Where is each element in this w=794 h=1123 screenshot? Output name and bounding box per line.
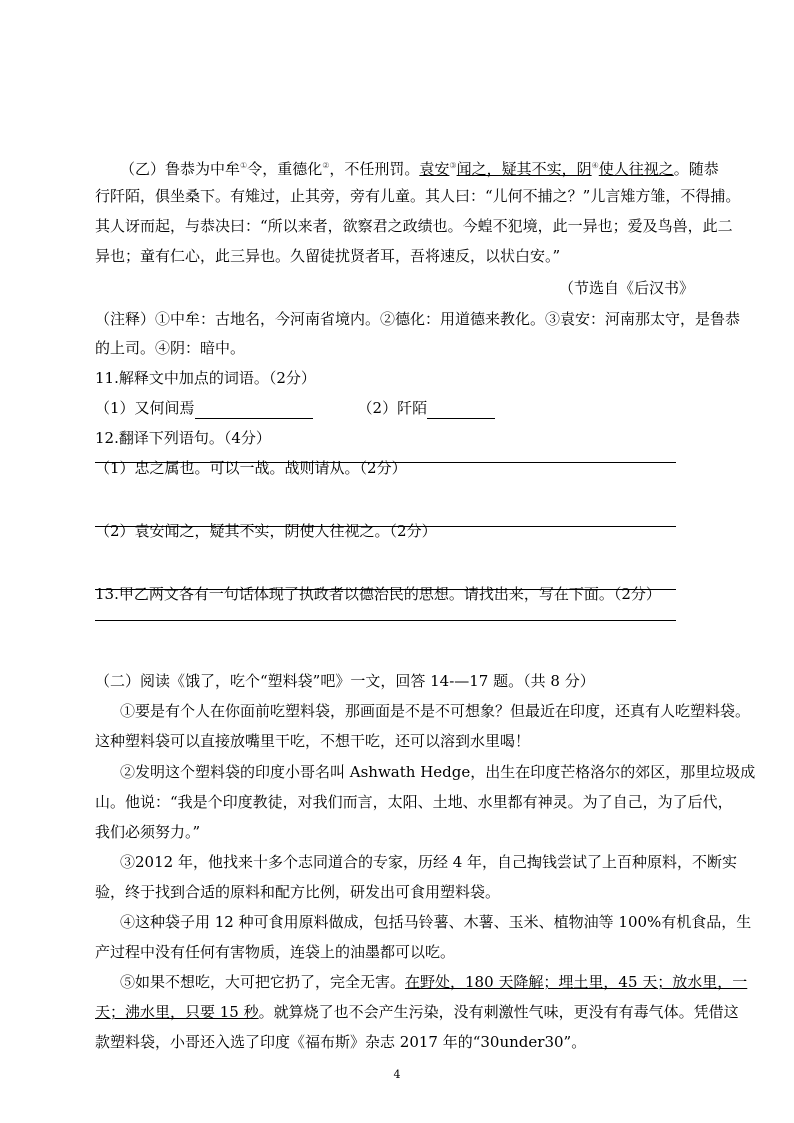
para-1-line-1: ①要是有个人在你面前吃塑料袋，那画面是不是不可想象？但最近在印度，还真有人吃塑料袋。	[120, 702, 751, 720]
note-ref: ③	[449, 161, 457, 170]
text: ，不任刑罚。	[329, 160, 420, 178]
q12-item-1: （1）忠之属也。可以一战。战则请从。（2分）	[95, 459, 407, 477]
answer-blank[interactable]	[195, 402, 313, 419]
answer-line[interactable]	[95, 620, 676, 621]
underlined-text: 袁安	[419, 160, 450, 178]
para-2-line-1: ②发明这个塑料袋的印度小哥名叫 Ashwath Hedge，出生在印度芒格洛尔的郊区，那里垃圾成	[120, 763, 756, 781]
para-4-line-1: ④这种袋子用 12 种可食用原料做成，包括马铃薯、木薯、玉米、植物油等 100%有机食品，生	[120, 913, 752, 931]
underlined-text: 闻之，疑其不实，阴	[456, 160, 592, 178]
para-2-line-3: 我们必须努力。”	[95, 823, 201, 841]
answer-line[interactable]	[95, 462, 676, 463]
notes-line-1: （注释）①中牟：古地名，今河南省境内。②德化：用道德来教化。③袁安：河南那太守，是鲁恭	[95, 310, 741, 328]
text: 。随恭	[673, 160, 719, 178]
underlined-text: 在野处，180 天降解；埋土里，45 天；放水里，一	[405, 973, 748, 991]
text: （乙）鲁恭为中牟	[120, 160, 241, 178]
text: 令，重德化	[247, 160, 323, 178]
para-4-line-2: 产过程中没有任何有害物质，连袋上的油墨都可以吃。	[95, 943, 456, 961]
para-5-line-1	[120, 971, 747, 993]
q13-stem: 13.甲乙两文各有一句话体现了执政者以德治民的思想。请找出来，写在下面。（2分）	[95, 585, 661, 603]
para-5-line-2	[95, 1001, 739, 1023]
text: ⑤如果不想吃，大可把它扔了，完全无害。	[120, 973, 406, 991]
yi-line-2: 行阡陌，俱坐桑下。有雉过，止其旁，旁有儿童。其人曰：“儿何不捕之？”儿言雉方雏，不得捕。	[95, 187, 741, 205]
underlined-text: 使人往视之	[598, 160, 674, 178]
q11-stem: 11.解释文中加点的词语。（2分）	[95, 369, 316, 387]
yi-line-3: 其人讶而起，与恭决曰：“所以来者，欲察君之政绩也。今蝗不犯境，此一异也；爱及鸟兽，此二	[95, 217, 733, 235]
notes-line-2: 的上司。④阴：暗中。	[95, 339, 246, 357]
answer-line[interactable]	[95, 526, 676, 527]
q11-item-2: （2）阡陌	[357, 399, 428, 417]
source-citation: （节选自《后汉书》	[558, 279, 694, 297]
para-3-line-1: ③2012 年，他找来十多个志同道合的专家，历经 4 年，自己掏钱尝试了上百种原料，不断实	[120, 853, 738, 871]
para-2-line-2: 山。他说：“我是个印度教徒，对我们而言，太阳、土地、水里都有神灵。为了自己，为了后代，	[95, 793, 733, 811]
note-ref: ②	[322, 161, 330, 170]
yi-line-4: 异也；童有仁心，此三异也。久留徒扰贤者耳，吾将速反，以状白安。”	[95, 247, 561, 265]
para-3-line-2: 验，终于找到合适的原料和配方比例，研发出可食用塑料袋。	[95, 883, 501, 901]
q11-items	[95, 397, 495, 419]
note-ref: ①	[240, 161, 248, 170]
underlined-text: 天；沸水里，只要 15 秒	[95, 1003, 259, 1021]
para-1-line-2: 这种塑料袋可以直接放嘴里干吃，不想干吃，还可以溶到水里喝！	[95, 732, 531, 750]
yi-line-1	[120, 155, 719, 180]
note-ref: ④	[591, 161, 599, 170]
text: 。就算烧了也不会产生污染，没有刺激性气味，更没有有毒气体。凭借这	[258, 1003, 739, 1021]
q12-stem: 12.翻译下列语句。（4分）	[95, 429, 271, 447]
q11-item-1: （1）又何间焉	[95, 399, 195, 417]
q12-item-2: （2）袁安闻之，疑其不实，阴使人往视之。（2分）	[95, 522, 437, 540]
para-5-line-3: 款塑料袋，小哥还入选了印度《福布斯》杂志 2017 年的“30under30”。	[95, 1033, 587, 1051]
section-heading: （二）阅读《饿了，吃个“塑料袋”吧》一文，回答 14-—17 题。（共 8 分）	[95, 672, 595, 690]
page-number: 4	[393, 1068, 401, 1081]
answer-blank[interactable]	[427, 402, 495, 419]
answer-line[interactable]	[95, 589, 676, 590]
